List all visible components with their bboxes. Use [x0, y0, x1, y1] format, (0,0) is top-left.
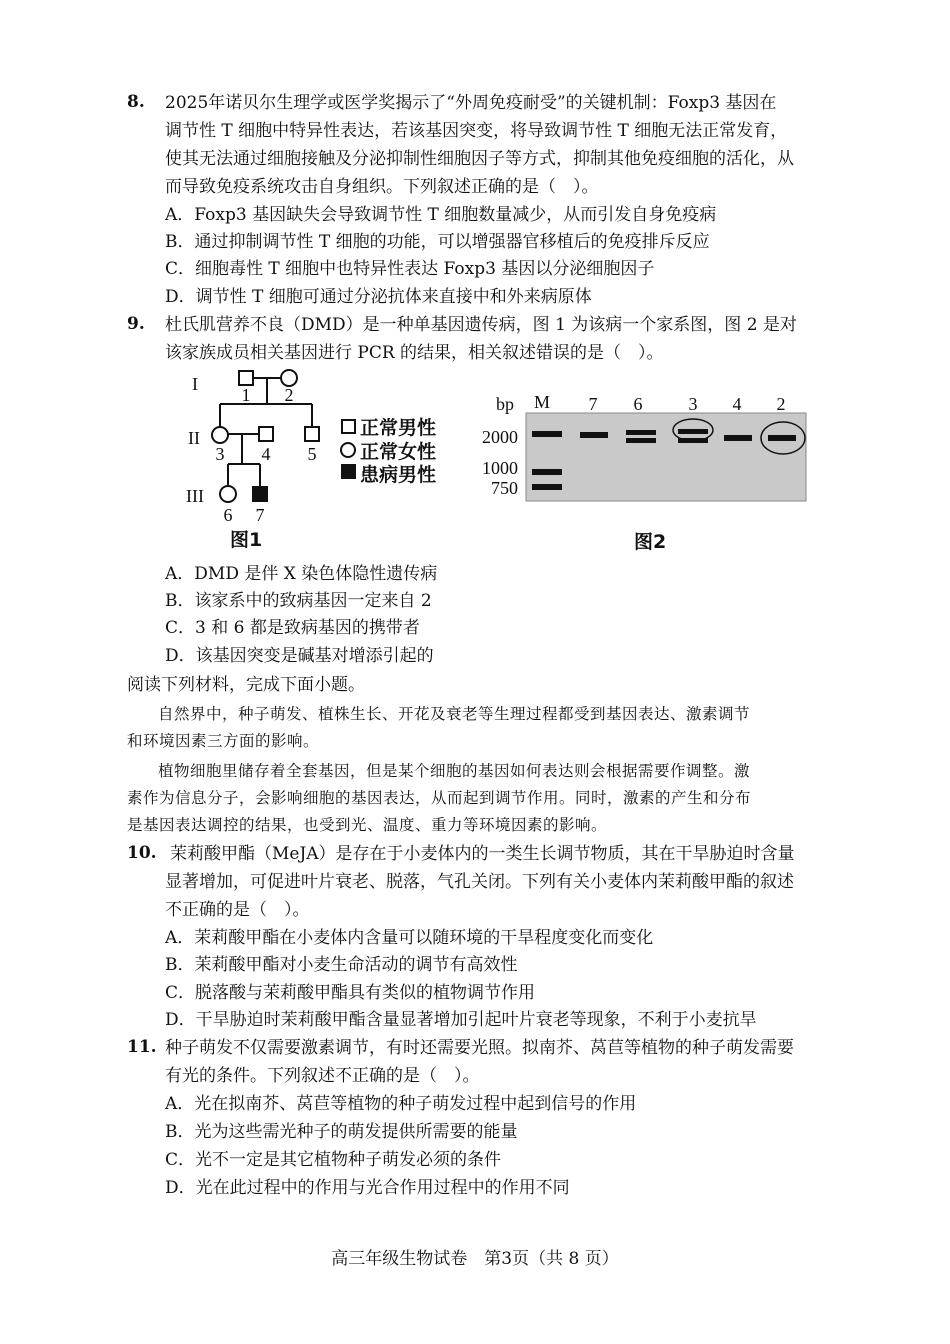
- reading-paragraph-2-line: 素作为信息分子，会影响细胞的基因表达，从而起到调节作用。同时，激素的产生和分布: [127, 789, 752, 807]
- individual-label-2: 2: [284, 385, 294, 405]
- band: [532, 484, 562, 490]
- option-b: B．光为这些需光种子的萌发提供所需要的能量: [165, 1122, 518, 1142]
- marker-1000: 1000: [482, 458, 518, 478]
- lane-label-3: 3: [688, 394, 698, 414]
- option-a: A．Foxp3 基因缺失会导致调节性 T 细胞数量减少，从而引发自身免疫病: [165, 205, 717, 225]
- option-c: C．3 和 6 都是致病基因的携带者: [165, 618, 420, 638]
- option-a: A．DMD 是伴 X 染色体隐性遗传病: [165, 564, 438, 584]
- band: [532, 431, 562, 437]
- question-number: 8.: [127, 92, 145, 112]
- band: [768, 435, 796, 441]
- individual-1: [239, 371, 253, 385]
- option-b: B．该家系中的致病基因一定来自 2: [165, 591, 432, 611]
- option-d: D．光在此过程中的作用与光合作用过程中的作用不同: [165, 1178, 570, 1198]
- generation-label-2: II: [188, 428, 200, 448]
- question-number: 11.: [127, 1037, 157, 1057]
- question-text-line: 杜氏肌营养不良（DMD）是一种单基因遗传病，图 1 为该病一个家系图，图 2 是对: [165, 315, 797, 335]
- legend-affected-male: 患病男性: [360, 464, 437, 486]
- lane-label-m: M: [533, 392, 551, 412]
- individual-2: [281, 370, 297, 386]
- generation-label-1: I: [192, 374, 198, 394]
- reading-paragraph-1-line: 和环境因素三方面的影响。: [127, 732, 320, 750]
- option-c: C．细胞毒性 T 细胞中也特异性表达 Foxp3 基因以分泌细胞因子: [165, 259, 655, 279]
- legend-normal-female: 正常女性: [360, 441, 437, 463]
- reading-paragraph-2-line: 是基因表达调控的结果，也受到光、温度、重力等环境因素的影响。: [127, 816, 608, 834]
- band: [532, 469, 562, 475]
- question-text-line: 2025年诺贝尔生理学或医学奖揭示了“外周免疫耐受”的关键机制：Foxp3 基因在: [165, 93, 777, 113]
- individual-label-4: 4: [261, 444, 271, 464]
- individual-7: [253, 487, 267, 501]
- lane-label-4: 4: [732, 394, 742, 414]
- individual-label-6: 6: [223, 505, 233, 525]
- option-b: B．通过抑制调节性 T 细胞的功能，可以增强器官移植后的免疫排斥反应: [165, 232, 710, 252]
- marker-2000: 2000: [482, 427, 518, 447]
- individual-6: [220, 486, 236, 502]
- individual-3: [212, 427, 228, 443]
- marker-750: 750: [491, 478, 518, 498]
- option-d: D．该基因突变是碱基对增添引起的: [165, 646, 434, 666]
- generation-label-3: III: [186, 486, 204, 506]
- individual-5: [305, 427, 319, 441]
- question-text-line: 使其无法通过细胞接触及分泌抑制性细胞因子等方式，抑制其他免疫细胞的活化，从: [165, 149, 794, 169]
- lane-label-6: 6: [633, 394, 643, 414]
- individual-label-7: 7: [255, 505, 265, 525]
- option-d: D．干旱胁迫时茉莉酸甲酯含量显著增加引起叶片衰老等现象，不利于小麦抗旱: [165, 1010, 757, 1030]
- question-text-line: 茉莉酸甲酯（MeJA）是存在于小麦体内的一类生长调节物质，其在干旱胁迫时含量: [170, 844, 795, 864]
- reading-paragraph-2-line: 植物细胞里储存着全套基因，但是某个细胞的基因如何表达则会根据需要作调整。激: [158, 762, 751, 780]
- page-footer: 高三年级生物试卷 第3页（共 8 页）: [331, 1249, 619, 1269]
- legend-normal-male: 正常男性: [360, 417, 437, 439]
- option-c: C．脱落酸与茉莉酸甲酯具有类似的植物调节作用: [165, 983, 536, 1003]
- question-text-line: 而导致免疫系统攻击自身组织。下列叙述正确的是（ ）。: [165, 177, 599, 197]
- question-number: 9.: [127, 314, 145, 334]
- reading-paragraph-1-line: 自然界中，种子萌发、植株生长、开花及衰老等生理过程都受到基因表达、激素调节: [158, 705, 751, 723]
- individual-4: [259, 427, 273, 441]
- gel-background: [526, 413, 806, 501]
- option-a: A．光在拟南芥、莴苣等植物的种子萌发过程中起到信号的作用: [165, 1094, 637, 1114]
- question-text-line: 调节性 T 细胞中特异性表达，若该基因突变，将导致调节性 T 细胞无法正常发育，: [165, 121, 788, 141]
- band: [580, 432, 608, 438]
- band: [724, 435, 752, 441]
- lane-label-2: 2: [776, 394, 786, 414]
- legend-affected-male-icon: [342, 465, 355, 478]
- individual-label-1: 1: [241, 385, 251, 405]
- legend-normal-female-icon: [341, 443, 355, 457]
- band: [678, 429, 708, 434]
- pedigree-figure: [180, 368, 480, 558]
- reading-intro: 阅读下列材料，完成下面小题。: [127, 675, 365, 695]
- option-b: B．茉莉酸甲酯对小麦生命活动的调节有高效性: [165, 955, 518, 975]
- option-c: C．光不一定是其它植物种子萌发必须的条件: [165, 1150, 502, 1170]
- question-text-line: 该家族成员相关基因进行 PCR 的结果，相关叙述错误的是（ ）。: [165, 343, 664, 363]
- question-text-line: 种子萌发不仅需要激素调节，有时还需要光照。拟南芥、莴苣等植物的种子萌发需要: [165, 1038, 794, 1058]
- pcr-gel-figure: [466, 388, 816, 556]
- question-text-line: 有光的条件。下列叙述不正确的是（ ）。: [165, 1066, 480, 1086]
- band: [626, 438, 656, 443]
- lane-label-7: 7: [588, 394, 598, 414]
- figure-2-caption: 图2: [634, 531, 667, 553]
- question-text-line: 显著增加，可促进叶片衰老、脱落，气孔关闭。下列有关小麦体内茉莉酸甲酯的叙述: [165, 872, 794, 892]
- question-number: 10.: [127, 843, 157, 863]
- option-a: A．茉莉酸甲酯在小麦体内含量可以随环境的干旱程度变化而变化: [165, 928, 654, 948]
- legend-normal-male-icon: [342, 420, 355, 433]
- option-d: D．调节性 T 细胞可通过分泌抗体来直接中和外来病原体: [165, 287, 592, 307]
- band: [626, 430, 656, 435]
- bp-label: bp: [496, 394, 514, 414]
- individual-label-5: 5: [307, 444, 317, 464]
- individual-label-3: 3: [215, 444, 225, 464]
- figure-1-caption: 图1: [230, 529, 263, 551]
- question-text-line: 不正确的是（ ）。: [165, 900, 310, 920]
